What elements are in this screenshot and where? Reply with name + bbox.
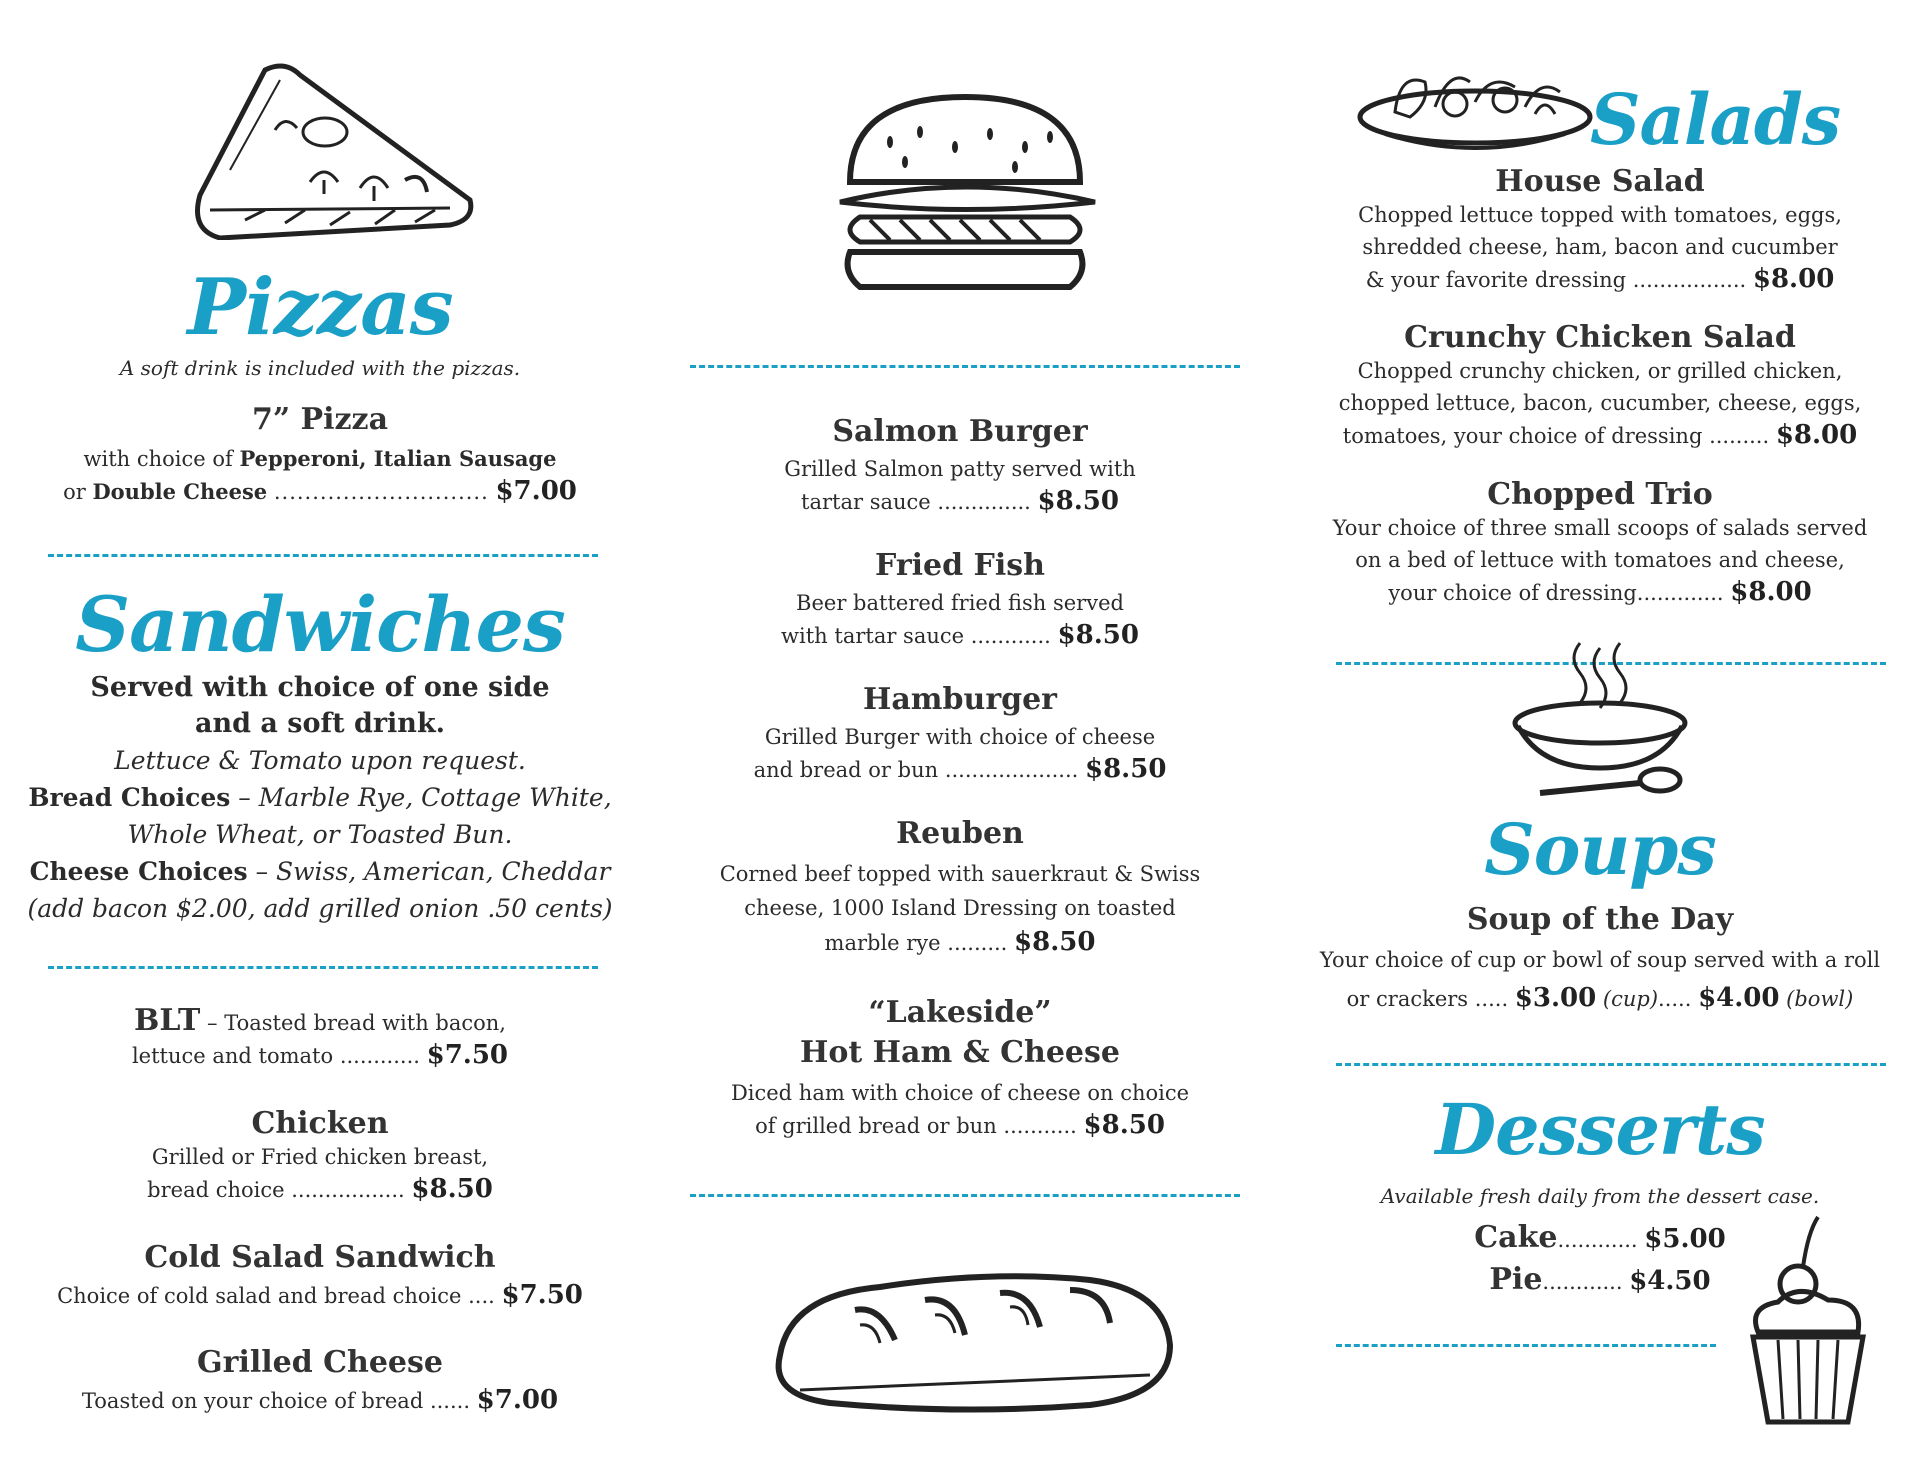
pizza-price: $7.00	[495, 476, 577, 506]
divider	[1336, 1063, 1886, 1066]
pizza-slice-icon	[190, 60, 480, 240]
divider	[1336, 1344, 1716, 1347]
pizza-item-desc: with choice of Pepperoni, Italian Sausage	[83, 446, 557, 471]
column-middle	[640, 0, 1280, 1484]
column-right	[1280, 0, 1920, 1484]
dessert-item-pie: Pie............ $4.50	[1489, 1262, 1711, 1297]
soups-heading: Soups	[1484, 808, 1716, 891]
burger-item-reuben: Reuben Corned beef topped with sauerkraut & Swiss cheese, 1000 Island Dressing on toasted marble rye ......... $8.50	[719, 816, 1201, 957]
dessert-item-cake: Cake............ $5.00	[1474, 1220, 1726, 1255]
pizzas-heading: Pizzas	[187, 262, 453, 353]
divider	[48, 966, 598, 969]
sandwich-item-chicken: Chicken Grilled or Fried chicken breast, bread choice ................. $8.50	[147, 1106, 493, 1204]
salad-item-house: House Salad Chopped lettuce topped with tomatoes, eggs, shredded cheese, ham, bacon and cucumber & your favorite dressing ................. $8.00	[1358, 164, 1842, 294]
burger-item-salmon: Salmon Burger Grilled Salmon patty served with tartar sauce .............. $8.50	[784, 414, 1136, 516]
pizza-item	[0, 402, 640, 508]
salad-item-crunchy-chicken: Crunchy Chicken Salad Chopped crunchy chicken, or grilled chicken, chopped lettuce, bacon, cucumber, cheese, eggs, tomatoes, your choice of dressing ......... $8.00	[1338, 320, 1862, 450]
pizza-item-title: 7” Pizza	[251, 402, 389, 437]
desserts-heading: Desserts	[1435, 1088, 1765, 1171]
column-left	[0, 0, 640, 1484]
desserts-note: Available fresh daily from the dessert case.	[1380, 1184, 1820, 1208]
salads-heading: Salads	[1590, 78, 1841, 161]
soup-bowl-icon	[1510, 638, 1690, 798]
pizza-item-desc-2: or Double Cheese ............................ $7.00	[63, 476, 577, 506]
cheese-choices: Cheese Choices – Swiss, American, Cheddar	[29, 857, 611, 886]
cupcake-icon	[1738, 1212, 1878, 1432]
soup-item: Soup of the Day Your choice of cup or bowl of soup served with a roll or crackers ..... $3.00 (cup)..... $4.00 (bowl)	[1319, 902, 1881, 1013]
sandwich-item-grilled-cheese: Grilled Cheese Toasted on your choice of bread ...... $7.00	[81, 1345, 559, 1415]
burger-item-hamburger: Hamburger Grilled Burger with choice of cheese and bread or bun .................... $8.50	[753, 682, 1167, 784]
divider	[690, 1194, 1240, 1197]
sandwiches-intro: Served with choice of one side and a soft drink. Lettuce & Tomato upon request. Bread Choices – Marble Rye, Cottage White, Whole Wheat, or Toasted Bun. Cheese Choices – Swiss, American, Cheddar (add bacon $2.00, add grilled onion .50 cents)	[0, 670, 640, 927]
burger-icon	[830, 92, 1100, 292]
divider	[48, 554, 598, 557]
burger-item-fried-fish: Fried Fish Beer battered fried fish served with tartar sauce ............ $8.50	[781, 548, 1139, 650]
divider	[690, 365, 1240, 368]
bread-loaf-icon	[760, 1265, 1175, 1415]
salad-item-chopped-trio: Chopped Trio Your choice of three small scoops of salads served on a bed of lettuce with tomatoes and cheese, your choice of dressing............. $8.00	[1332, 477, 1868, 607]
sandwiches-heading: Sandwiches	[75, 580, 565, 669]
pizzas-note: A soft drink is included with the pizzas.	[119, 356, 521, 380]
burger-item-lakeside: “Lakeside” Hot Ham & Cheese Diced ham with choice of cheese on choice of grilled bread or bun ........... $8.50	[730, 995, 1190, 1140]
salad-bowl-icon	[1355, 62, 1595, 158]
sandwich-item-blt: BLT – Toasted bread with bacon, lettuce and tomato ............ $7.50	[131, 1003, 509, 1070]
bread-choices: Bread Choices – Marble Rye, Cottage White,	[28, 783, 612, 812]
sandwich-item-cold-salad: Cold Salad Sandwich Choice of cold salad and bread choice .... $7.50	[57, 1240, 583, 1310]
